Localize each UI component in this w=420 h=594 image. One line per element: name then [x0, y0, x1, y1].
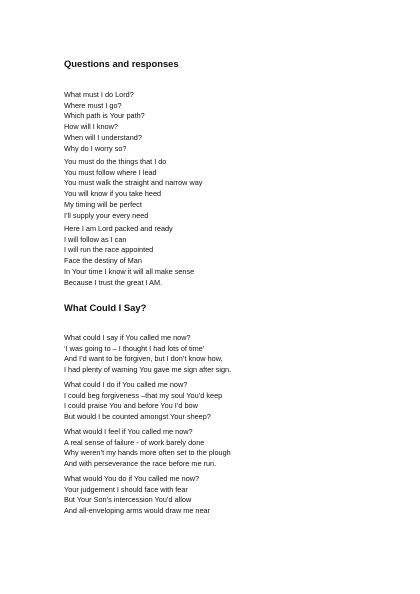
poem-line: When will I understand? [64, 132, 142, 142]
poem-line: Which path is Your path? [64, 111, 145, 121]
poem-line: Face the destiny of Man [64, 256, 142, 266]
poem-line: Here I am Lord packed and ready [64, 224, 173, 233]
poem-line: But would I be counted amongst Your sheep? [64, 412, 211, 422]
poem-line: Because I trust the great I AM. [64, 277, 163, 287]
poem-line: What must I do Lord? [64, 90, 134, 99]
stanza [64, 157, 202, 221]
poem-line: Your judgement I should face with fear [64, 484, 188, 494]
stanza [64, 427, 231, 470]
stanza [64, 224, 194, 288]
poem-line: ‘I was going to – I thought I had lots of time’ [64, 343, 205, 353]
poem-line: Why weren’t my hands more often set to the plough [64, 448, 231, 458]
poem-line: Why do I worry so? [64, 143, 127, 153]
poem-line: But Your Son’s intercession You’d allow [64, 495, 192, 505]
poem-line: I could praise You and before You I’d bow [64, 401, 198, 411]
poem-line: You must do the things that I do [64, 157, 167, 166]
stanza [64, 474, 210, 517]
poem-line: Where must I go? [64, 100, 122, 110]
poem-line: My timing will be perfect [64, 199, 142, 209]
poem-title: Questions and responses [64, 58, 179, 69]
stanza [64, 333, 231, 376]
poem-line: I will run the race appointed [64, 245, 154, 255]
stanza [64, 90, 145, 154]
poem-title: What Could I Say? [64, 302, 147, 313]
poem-line: You must follow where I lead [64, 167, 157, 177]
poem-line: I could beg forgiveness –that my soul You’d keep [64, 390, 223, 400]
poem-line: And all-enveloping arms would draw me near [64, 506, 211, 516]
poem-line: And with perseverance the race before me run. [64, 459, 217, 469]
poem-line: What could I do if You called me now? [64, 380, 188, 389]
poem-line: How will I know? [64, 122, 118, 132]
poem-line: And I’d want to be forgiven, but I don’t know how, [64, 354, 223, 364]
stanza [64, 380, 222, 423]
poem-line: You will know if you take heed [64, 189, 162, 199]
poem-line: In Your time I know it will all make sense [64, 266, 195, 276]
poem-line: I’ll supply your every need [64, 210, 149, 220]
poem-line: A real sense of failure - of work barely done [64, 437, 205, 447]
poem-line: What would I feel if You called me now? [64, 427, 193, 436]
poem-line: You must walk the straight and narrow way [64, 178, 203, 188]
poem-line: I will follow as I can [64, 234, 127, 244]
poem-line: I had plenty of warning You gave me sign after sign. [64, 365, 232, 375]
poem-line: What would You do if You called me now? [64, 474, 200, 483]
poem-line: What could I say if You called me now? [64, 333, 191, 342]
